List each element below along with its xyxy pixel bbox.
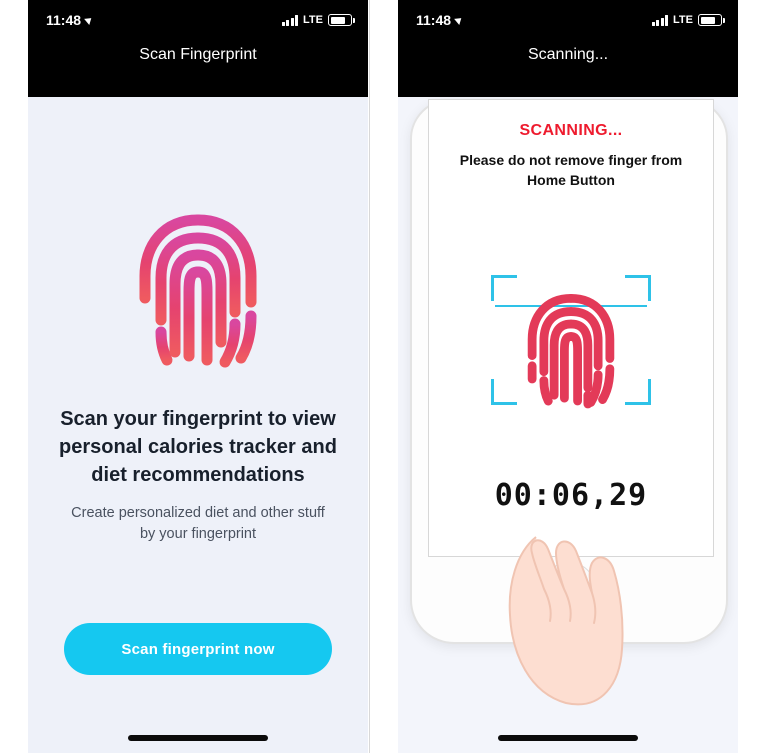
left-status-right	[282, 14, 352, 26]
right-status-time: 11:48	[416, 12, 452, 28]
fingerprint-icon	[123, 202, 273, 377]
home-indicator	[128, 735, 268, 741]
right-status-left	[416, 12, 462, 28]
left-phone-screen	[28, 0, 368, 753]
page-title: Scan your fingerprint to view personal calories tracker and diet recommendations	[59, 408, 337, 486]
left-status-left	[46, 12, 92, 28]
right-nav-title: Scanning...	[527, 46, 609, 63]
scan-timer: 00:06,29	[494, 478, 648, 513]
location-arrow-icon	[84, 15, 94, 25]
right-phone-screen	[398, 0, 738, 753]
signal-bars-icon	[282, 15, 299, 26]
left-nav-bar	[28, 40, 368, 97]
left-status-bar	[28, 0, 368, 40]
scanning-status-title: SCANNING...	[519, 122, 623, 139]
right-status-right	[652, 14, 722, 26]
right-content	[398, 97, 738, 753]
left-content	[28, 97, 368, 753]
right-status-bar	[398, 0, 738, 40]
scanning-instruction: Please do not remove finger from Home Button	[459, 152, 683, 188]
scan-fingerprint-now-button[interactable]: Scan fingerprint now	[64, 623, 332, 675]
right-nav-bar	[398, 40, 738, 97]
left-status-time: 11:48	[46, 12, 82, 28]
location-arrow-icon	[454, 15, 464, 25]
signal-bars-icon	[652, 15, 669, 26]
battery-icon	[328, 14, 352, 26]
left-status-carrier: LTE	[303, 14, 323, 26]
left-nav-title: Scan Fingerprint	[139, 46, 257, 63]
battery-icon	[698, 14, 722, 26]
fingerprint-icon	[516, 285, 626, 415]
right-status-carrier: LTE	[673, 14, 693, 26]
page-subtitle: Create personalized diet and other stuff by your fingerprint	[71, 505, 325, 542]
home-indicator	[498, 735, 638, 741]
illustrated-phone-screen	[428, 99, 714, 557]
hand-pointing-icon	[502, 507, 628, 717]
screen-divider	[369, 0, 370, 753]
